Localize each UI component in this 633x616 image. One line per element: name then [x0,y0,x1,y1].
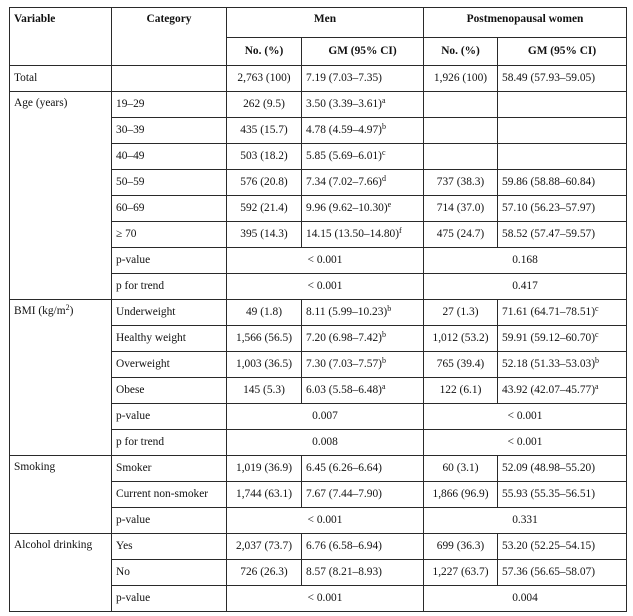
category-cell: p for trend [112,274,227,300]
men-gm-cell [302,534,424,560]
table-row [10,300,627,326]
women-gm-cell [498,326,627,352]
women-no-cell: 1,012 (53.2) [424,326,498,352]
category-cell: p-value [112,404,227,430]
men-gm-value: 7.20 (6.98–7.42) [306,332,382,344]
women-pvalue-cell: 0.331 [424,508,627,534]
men-gm-value: 6.76 (6.58–6.94) [306,540,382,552]
women-gm-superscript: b [595,356,600,365]
table-container [9,7,627,612]
men-gm-cell [302,144,424,170]
men-no-cell: 503 (18.2) [227,144,302,170]
men-no-cell: 576 (20.8) [227,170,302,196]
men-gm-value: 6.03 (5.58–6.48) [306,384,382,396]
women-pvalue-cell: < 0.001 [424,404,627,430]
women-no-cell: 60 (3.1) [424,456,498,482]
men-gm-value: 9.96 (9.62–10.30) [306,202,388,214]
header-men-gm: GM (95% CI) [302,38,424,66]
men-gm-value: 4.78 (4.59–4.97) [306,124,382,136]
men-gm-cell [302,352,424,378]
category-cell: Underweight [112,300,227,326]
category-cell: p-value [112,248,227,274]
women-pvalue-cell: 0.168 [424,248,627,274]
men-gm-cell [302,560,424,586]
men-gm-value: 5.85 (5.69–6.01) [306,150,382,162]
women-gm-value: 52.09 (48.98–55.20) [502,462,596,474]
variable-label: BMI (kg/m [14,305,66,317]
category-cell: No [112,560,227,586]
variable-label-tail: ) [69,305,74,317]
men-no-cell: 49 (1.8) [227,300,302,326]
men-no-cell: 1,003 (36.5) [227,352,302,378]
women-no-cell: 1,866 (96.9) [424,482,498,508]
women-gm-cell [498,92,627,118]
category-cell: Healthy weight [112,326,227,352]
men-ptrend-cell: 0.008 [227,430,424,456]
women-gm-cell [498,560,627,586]
table-row [10,66,627,92]
men-no-cell: 726 (26.3) [227,560,302,586]
header-women: Postmenopausal women [424,8,627,38]
men-gm-value: 7.67 (7.44–7.90) [306,488,382,500]
men-no-cell: 2,763 (100) [227,66,302,92]
category-cell: Yes [112,534,227,560]
women-gm-cell [498,482,627,508]
category-cell: ≥ 70 [112,222,227,248]
category-cell: Smoker [112,456,227,482]
women-gm-value: 58.49 (57.93–59.05) [502,72,596,84]
women-gm-cell [498,196,627,222]
variable-cell: Age (years) [10,92,112,300]
men-gm-value: 7.19 (7.03–7.35) [306,72,382,84]
header-women-gm: GM (95% CI) [498,38,627,66]
table-row [10,456,627,482]
category-cell: 30–39 [112,118,227,144]
men-gm-value: 7.30 (7.03–7.57) [306,358,382,370]
men-gm-cell [302,118,424,144]
men-pvalue-cell: 0.007 [227,404,424,430]
women-gm-superscript: a [595,382,599,391]
men-gm-cell [302,456,424,482]
men-gm-superscript: e [387,200,392,209]
women-gm-value: 59.86 (58.88–60.84) [502,176,596,188]
men-gm-cell [302,300,424,326]
category-cell: Overweight [112,352,227,378]
category-cell: Current non-smoker [112,482,227,508]
header-women-no: No. (%) [424,38,498,66]
women-gm-value: 71.61 (64.71–78.51) [502,306,596,318]
women-gm-cell [498,170,627,196]
women-gm-value: 57.36 (56.65–58.07) [502,566,596,578]
men-gm-superscript: f [399,226,402,235]
men-no-cell: 592 (21.4) [227,196,302,222]
header-men-no: No. (%) [227,38,302,66]
men-ptrend-cell: < 0.001 [227,274,424,300]
women-gm-value: 52.18 (51.33–53.03) [502,358,596,370]
variable-cell: Smoking [10,456,112,534]
category-cell: 60–69 [112,196,227,222]
women-no-cell: 765 (39.4) [424,352,498,378]
women-gm-cell [498,300,627,326]
women-gm-value: 57.10 (56.23–57.97) [502,202,596,214]
men-gm-cell [302,326,424,352]
men-pvalue-cell: < 0.001 [227,508,424,534]
women-no-cell [424,92,498,118]
men-gm-superscript: a [381,382,386,391]
women-gm-value: 43.92 (42.07–45.77) [502,384,596,396]
women-gm-superscript: c [595,330,599,339]
header-category: Category [112,8,227,66]
category-cell: p-value [112,508,227,534]
men-gm-value: 8.57 (8.21–8.93) [306,566,382,578]
men-gm-superscript: b [381,122,386,131]
men-gm-cell [302,170,424,196]
women-no-cell: 122 (6.1) [424,378,498,404]
women-gm-value: 58.52 (57.47–59.57) [502,228,596,240]
men-pvalue-cell: < 0.001 [227,586,424,612]
men-gm-superscript: d [381,174,386,183]
men-no-cell: 1,744 (63.1) [227,482,302,508]
variable-cell [10,300,112,456]
men-gm-cell [302,222,424,248]
men-pvalue-cell: < 0.001 [227,248,424,274]
women-gm-cell [498,456,627,482]
men-gm-cell [302,482,424,508]
category-cell: 40–49 [112,144,227,170]
women-gm-value: 55.93 (55.35–56.51) [502,488,596,500]
variable-superscript: 2 [65,303,70,312]
table-row [10,534,627,560]
men-gm-value: 3.50 (3.39–3.61) [306,98,382,110]
category-cell: 19–29 [112,92,227,118]
category-cell [112,66,227,92]
women-gm-value: 53.20 (52.25–54.15) [502,540,596,552]
women-no-cell: 737 (38.3) [424,170,498,196]
men-no-cell: 2,037 (73.7) [227,534,302,560]
category-cell: 50–59 [112,170,227,196]
men-gm-superscript: b [381,330,386,339]
women-pvalue-cell: 0.004 [424,586,627,612]
women-no-cell: 1,227 (63.7) [424,560,498,586]
women-gm-cell [498,144,627,170]
men-gm-cell [302,196,424,222]
men-no-cell: 395 (14.3) [227,222,302,248]
men-gm-value: 6.45 (6.26–6.64) [306,462,382,474]
women-gm-cell [498,378,627,404]
results-table [9,7,627,612]
variable-cell: Alcohol drinking [10,534,112,612]
women-no-cell: 475 (24.7) [424,222,498,248]
women-no-cell: 699 (36.3) [424,534,498,560]
women-no-cell: 27 (1.3) [424,300,498,326]
men-gm-cell [302,378,424,404]
men-gm-superscript: a [381,96,386,105]
women-gm-value: 59.91 (59.12–60.70) [502,332,596,344]
men-no-cell: 1,566 (56.5) [227,326,302,352]
table-row [10,92,627,118]
men-gm-superscript: b [381,356,386,365]
women-gm-cell [498,66,627,92]
women-gm-superscript: c [595,304,599,313]
header-variable: Variable [10,8,112,66]
men-gm-superscript: b [387,304,392,313]
header-men: Men [227,8,424,38]
women-gm-cell [498,118,627,144]
women-no-cell [424,118,498,144]
men-gm-cell [302,66,424,92]
category-cell: Obese [112,378,227,404]
women-no-cell: 1,926 (100) [424,66,498,92]
men-no-cell: 262 (9.5) [227,92,302,118]
women-ptrend-cell: < 0.001 [424,430,627,456]
men-no-cell: 435 (15.7) [227,118,302,144]
women-no-cell: 714 (37.0) [424,196,498,222]
category-cell: p-value [112,586,227,612]
men-gm-value: 8.11 (5.99–10.23) [306,306,388,318]
women-no-cell [424,144,498,170]
women-gm-cell [498,352,627,378]
category-cell: p for trend [112,430,227,456]
men-no-cell: 1,019 (36.9) [227,456,302,482]
women-ptrend-cell: 0.417 [424,274,627,300]
women-gm-cell [498,222,627,248]
men-gm-cell [302,92,424,118]
men-gm-superscript: c [381,148,386,157]
men-gm-value: 7.34 (7.02–7.66) [306,176,382,188]
men-no-cell: 145 (5.3) [227,378,302,404]
variable-cell: Total [10,66,112,92]
men-gm-value: 14.15 (13.50–14.80) [306,228,400,240]
women-gm-cell [498,534,627,560]
